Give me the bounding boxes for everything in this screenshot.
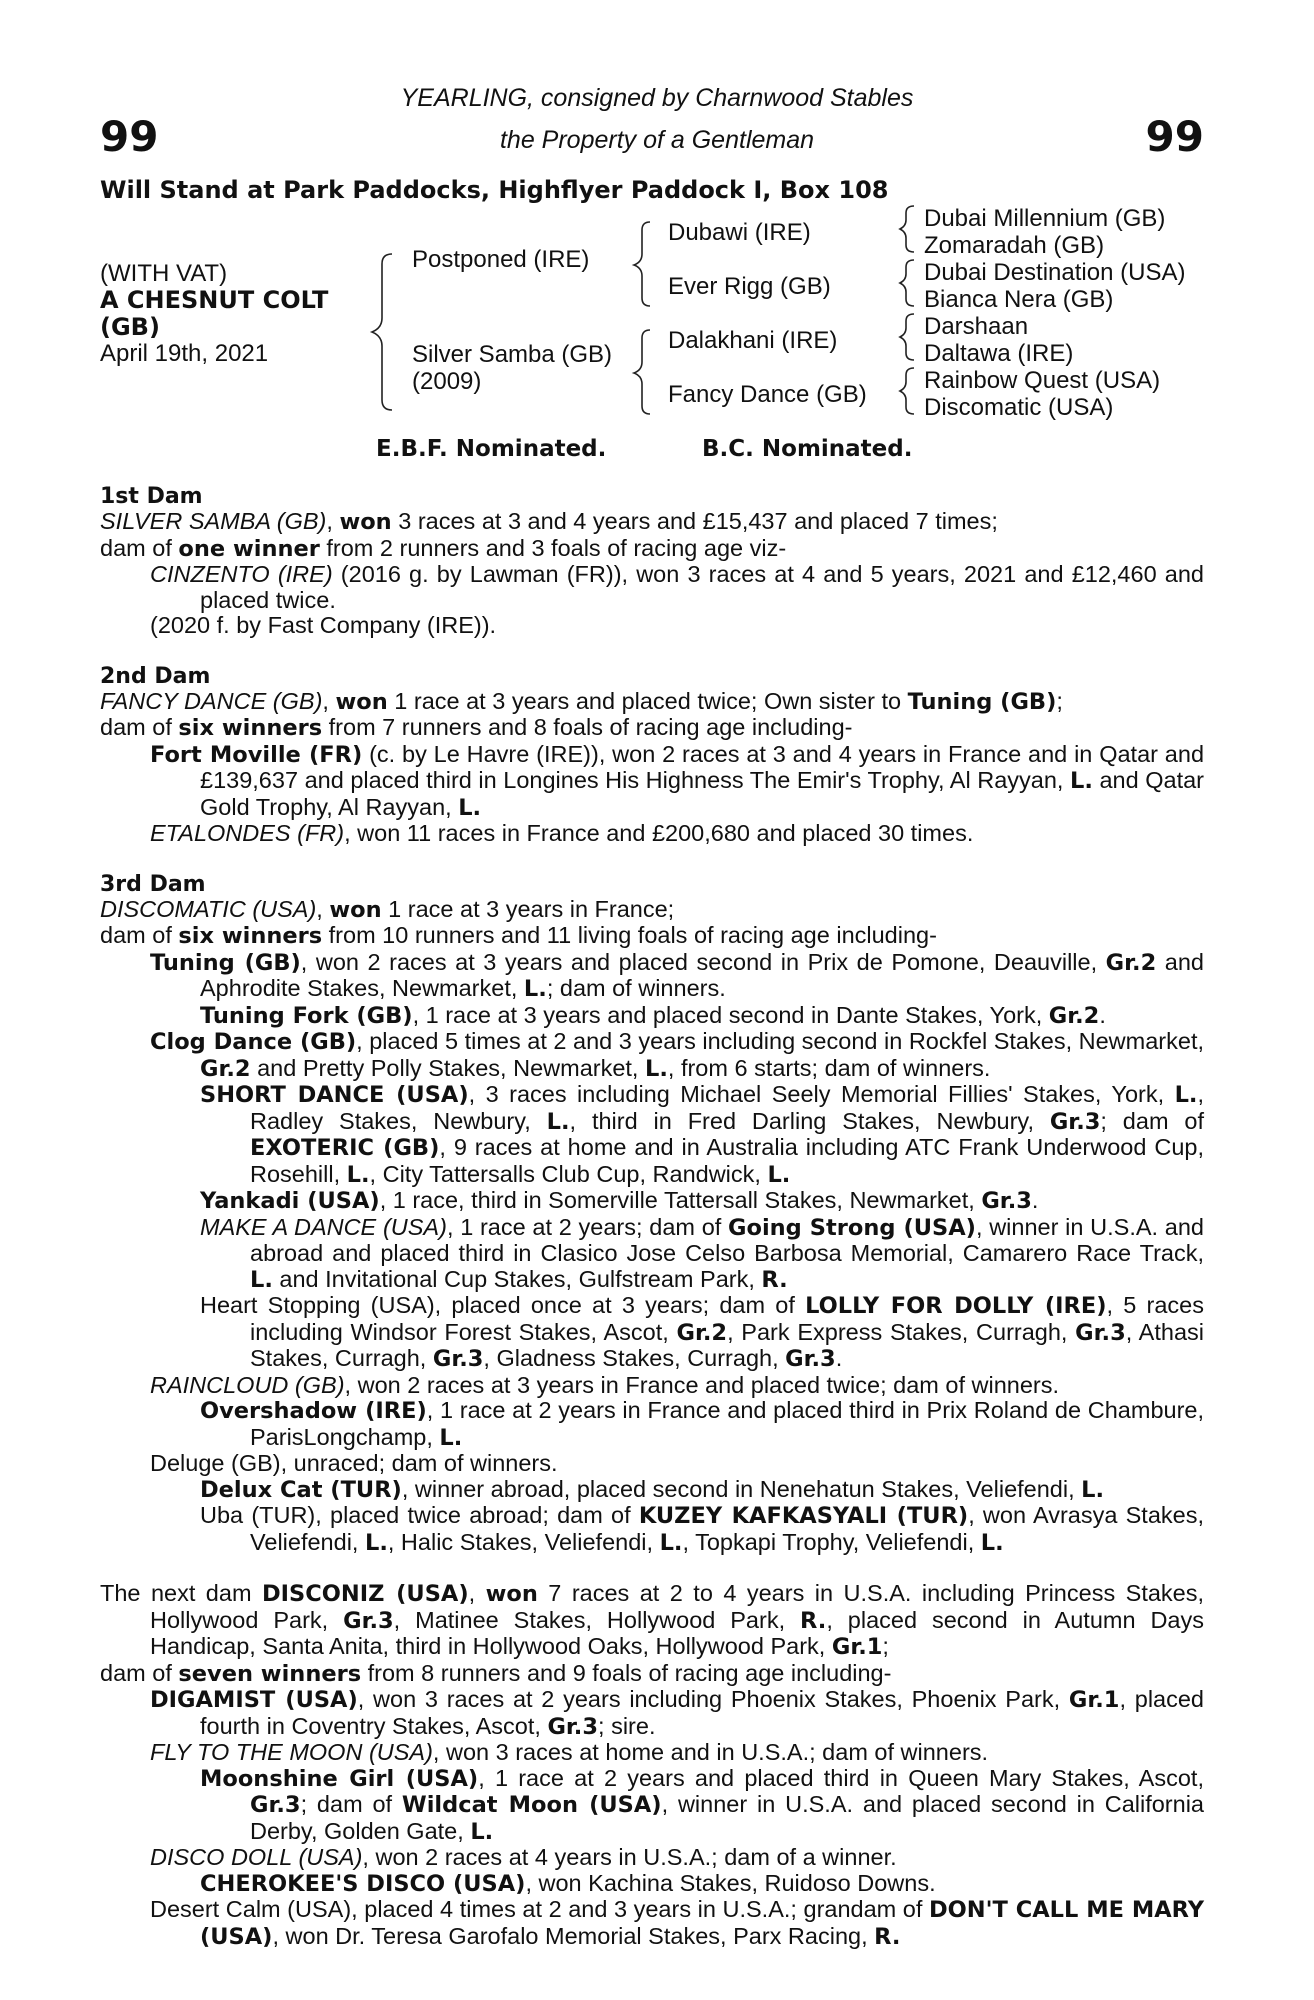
- italic-text: SILVER SAMBA (GB): [100, 508, 327, 534]
- paragraph-gap: [100, 639, 1204, 664]
- bold-text: one winner: [178, 535, 320, 562]
- bold-text: L.: [470, 1818, 494, 1845]
- pedigree-entry: [100, 1215, 1204, 1294]
- bold-text: L.: [546, 1108, 570, 1135]
- text-run: , Topkapi Trophy, Veliefendi,: [682, 1528, 981, 1555]
- text-run: , won Kachina Stakes, Ruidoso Downs.: [525, 1869, 936, 1896]
- bold-text: R.: [761, 1266, 788, 1293]
- text-run: , third in Fred Darling Stakes, Newbury,: [569, 1107, 1050, 1134]
- sire-dam: Ever Rigg (GB): [668, 273, 831, 300]
- consignment-line: YEARLING, consigned by Charnwood Stables: [400, 84, 914, 112]
- text-run: , won 2 races at 3 years and placed second in Prix de Pomone, Deauville,: [300, 948, 1106, 975]
- bold-text: DON'T CALL ME MARY (USA): [200, 1897, 1205, 1950]
- pedigree-entry: [100, 613, 1204, 639]
- text-run: Heart Stopping (USA), placed once at 3 years; dam of: [200, 1292, 806, 1318]
- bold-text: Tuning (GB): [907, 688, 1057, 715]
- pedigree-entry: [100, 1188, 1204, 1215]
- text-run: , placed 5 times at 2 and 3 years including second in Rockfel Stakes, Newmarket,: [356, 1028, 1204, 1054]
- pedigree-entry: [100, 742, 1204, 822]
- text-run: , 9 races at home and in Australia including ATC Frank Underwood Cup, Rosehill,: [250, 1134, 1204, 1187]
- dam-name: Silver Samba (GB): [412, 341, 613, 368]
- bold-text: won: [329, 896, 382, 923]
- section-heading: 1st Dam: [100, 484, 203, 509]
- bold-text: Delux Cat (TUR): [200, 1476, 402, 1503]
- text-run: , City Tattersalls Club Cup, Randwick,: [369, 1160, 768, 1187]
- text-run: from 8 runners and 9 foals of racing age including-: [361, 1659, 892, 1686]
- bold-text: L.: [767, 1161, 791, 1188]
- text-run: , 1 race at 2 years; dam of: [446, 1213, 729, 1240]
- pedigree-entry: [100, 923, 1204, 950]
- text-run: , Halic Stakes, Veliefendi,: [387, 1528, 660, 1555]
- bold-text: Tuning (GB): [150, 949, 301, 976]
- bold-text: won: [335, 688, 388, 715]
- bold-text: Gr.2: [1105, 949, 1157, 976]
- text-run: 1 race at 3 years and placed twice; Own sister to: [387, 687, 908, 714]
- text-run: , winner abroad, placed second in Nenehatun Stakes, Veliefendi,: [401, 1475, 1082, 1502]
- pedigree-entry: [100, 509, 1204, 536]
- text-run: , Park Express Stakes, Curragh,: [727, 1318, 1076, 1345]
- text-run: The next dam: [100, 1580, 262, 1606]
- text-run: , won 2 races at 3 years in France and placed twice; dam of winners.: [344, 1371, 1060, 1398]
- text-run: ; sire.: [598, 1712, 656, 1739]
- pedigree-entry: [100, 1897, 1204, 1950]
- text-run: , placed second in Autumn Days Handicap, Santa Anita, third in Hollywood Oaks, Hollywood Park,: [150, 1606, 1204, 1659]
- text-run: , won 3 races at home and in U.S.A.; dam of winners.: [432, 1739, 989, 1765]
- ped-ssd: Zomaradah (GB): [924, 232, 1105, 259]
- bold-text: Gr.2: [676, 1319, 728, 1346]
- bold-text: six winners: [178, 923, 323, 949]
- bold-text: Gr.1: [1068, 1687, 1120, 1713]
- bold-text: Gr.3: [1049, 1108, 1101, 1135]
- bold-text: R.: [800, 1607, 827, 1634]
- text-run: , 1 race at 2 years and placed third in Queen Mary Stakes, Ascot,: [478, 1764, 1204, 1791]
- italic-text: FANCY DANCE (GB): [100, 687, 323, 714]
- text-run: and Invitational Cup Stakes, Gulfstream Park,: [272, 1265, 762, 1292]
- text-run: Deluge (GB), unraced; dam of winners.: [150, 1450, 558, 1476]
- text-run: , 1 race at 2 years in France and placed third in Prix Roland de Chambure, ParisLongchamp,: [250, 1397, 1205, 1450]
- bold-text: L.: [659, 1529, 683, 1556]
- text-run: 1 race at 3 years in France;: [381, 895, 675, 922]
- bold-text: Going Strong (USA): [728, 1214, 976, 1241]
- text-run: from 10 runners and 11 living foals of racing age including-: [322, 922, 937, 948]
- italic-text: CINZENTO (IRE): [150, 561, 333, 587]
- pedigree-entry: [100, 821, 1204, 847]
- text-run: and Qatar Gold Trophy, Al Rayyan,: [200, 767, 1204, 820]
- text-run: , won Avrasya Stakes, Veliefendi,: [250, 1502, 1204, 1555]
- bold-text: CHEROKEE'S DISCO (USA): [200, 1870, 526, 1897]
- pedigree-entry: [100, 1477, 1204, 1504]
- text-run: , Athasi Stakes, Curragh,: [250, 1318, 1204, 1371]
- text-run: and Aphrodite Stakes, Newmarket,: [200, 948, 1204, 1001]
- pedigree-entry: [100, 689, 1204, 716]
- bold-text: won: [485, 1581, 538, 1607]
- bold-text: EXOTERIC (GB): [250, 1135, 440, 1161]
- text-run: ;: [882, 1633, 889, 1659]
- text-run: .: [1099, 1001, 1106, 1028]
- ped-sss: Dubai Millennium (GB): [924, 205, 1166, 232]
- ped-dss: Darshaan: [924, 313, 1029, 340]
- bold-text: DIGAMIST (USA): [150, 1687, 358, 1713]
- pedigree-entry: [100, 715, 1204, 742]
- ped-sds: Dubai Destination (USA): [924, 259, 1186, 286]
- ped-dds: Rainbow Quest (USA): [924, 367, 1161, 394]
- pedigree-entry: [100, 950, 1204, 1003]
- bold-text: L.: [439, 1424, 463, 1451]
- pedigree-entry: [100, 1740, 1204, 1766]
- dam-foaled-year: (2009): [412, 368, 482, 395]
- text-run: from 7 runners and 8 foals of racing age including-: [322, 714, 853, 740]
- section-heading: 2nd Dam: [100, 663, 211, 689]
- dam-sire: Dalakhani (IRE): [668, 327, 838, 354]
- text-run: ;: [1056, 687, 1063, 714]
- bold-text: L.: [364, 1529, 388, 1556]
- bold-text: L.: [645, 1055, 668, 1082]
- bold-text: DISCONIZ (USA): [261, 1581, 469, 1607]
- text-run: , won Dr. Teresa Garofalo Memorial Stakes, Parx Racing,: [272, 1922, 875, 1949]
- pedigree-entry: [100, 536, 1204, 563]
- bold-text: Gr.3: [250, 1792, 301, 1818]
- paragraph-gap: [100, 847, 1204, 872]
- bold-text: Gr.3: [343, 1607, 394, 1634]
- italic-text: DISCO DOLL (USA): [150, 1844, 363, 1870]
- bold-text: six winners: [178, 715, 323, 741]
- text-run: , 3 races including Michael Seely Memorial Fillies' Stakes, York,: [468, 1081, 1175, 1107]
- catalogue-body: [100, 484, 1204, 1950]
- bold-text: L.: [1081, 1476, 1105, 1503]
- bold-text: Gr.3: [981, 1188, 1032, 1214]
- horse-origin: (GB): [100, 313, 160, 341]
- text-run: ; dam of: [1100, 1107, 1204, 1134]
- lot-number-left: 99: [100, 112, 159, 161]
- text-run: (c. by Le Havre (IRE)), won 2 races at 3 and 4 years in France and in Qatar and £139,637 and placed third in Longines His Highness The Emir's Trophy, Al Rayyan,: [200, 740, 1205, 793]
- ped-ddd: Discomatic (USA): [924, 394, 1114, 421]
- stand-location: Will Stand at Park Paddocks, Highflyer Paddock I, Box 108: [100, 176, 889, 204]
- bold-text: SHORT DANCE (USA): [200, 1082, 469, 1108]
- text-run: ,: [322, 687, 336, 714]
- bold-text: L.: [458, 794, 482, 821]
- pedigree-entry: [100, 1661, 1204, 1688]
- vat-note: (WITH VAT): [100, 260, 228, 287]
- text-run: ,: [316, 895, 330, 922]
- text-run: , placed fourth in Coventry Stakes, Ascot,: [200, 1686, 1204, 1739]
- text-run: , from 6 starts; dam of winners.: [667, 1054, 991, 1081]
- text-run: and Pretty Polly Stakes, Newmarket,: [250, 1054, 645, 1081]
- text-run: Uba (TUR), placed twice abroad; dam of: [200, 1502, 639, 1528]
- text-run: .: [835, 1345, 843, 1371]
- text-run: , Radley Stakes, Newbury,: [250, 1081, 1205, 1134]
- pedigree-entry: [100, 1581, 1204, 1661]
- text-run: , winner in U.S.A. and placed second in California Derby, Golden Gate,: [250, 1791, 1204, 1844]
- bold-text: Moonshine Girl (USA): [200, 1765, 479, 1792]
- pedigree-entry: [100, 1003, 1204, 1030]
- pedigree-entry: [100, 1293, 1204, 1373]
- bold-text: Gr.3: [1075, 1319, 1126, 1346]
- text-run: , 1 race at 3 years and placed second in Dante Stakes, York,: [412, 1001, 1049, 1028]
- section-heading: 3rd Dam: [100, 871, 206, 897]
- italic-text: MAKE A DANCE (USA): [200, 1213, 447, 1240]
- text-run: , Gladness Stakes, Curragh,: [483, 1345, 786, 1371]
- text-run: from 2 runners and 3 foals of racing age viz-: [319, 534, 787, 561]
- pedigree-entry: [100, 1451, 1204, 1477]
- text-run: (2016 g. by Lawman (FR)), won 3 races at 4 and 5 years, 2021 and £12,460 and placed twice.: [200, 561, 1204, 613]
- bold-text: Wildcat Moon (USA): [401, 1792, 662, 1818]
- bold-text: won: [339, 509, 392, 535]
- italic-text: RAINCLOUD (GB): [150, 1371, 345, 1398]
- bold-text: Gr.1: [831, 1634, 883, 1660]
- text-run: dam of: [100, 534, 179, 561]
- pedigree-entry: [100, 1029, 1204, 1082]
- bold-text: L.: [250, 1266, 273, 1293]
- bold-text: L.: [980, 1529, 1004, 1556]
- text-run: ,: [326, 508, 340, 534]
- pedigree-entry: [100, 562, 1204, 613]
- birth-date: April 19th, 2021: [100, 340, 269, 367]
- text-run: , 5 races including Windsor Forest Stakes, Ascot,: [250, 1292, 1204, 1345]
- property-line: the Property of a Gentleman: [499, 126, 815, 154]
- bold-text: Yankadi (USA): [200, 1188, 380, 1214]
- bold-text: seven winners: [178, 1660, 362, 1687]
- pedigree-entry: [100, 1687, 1204, 1740]
- text-run: Desert Calm (USA), placed 4 times at 2 and 3 years in U.S.A.; grandam of: [150, 1896, 929, 1922]
- bold-text: Fort Moville (FR): [150, 741, 363, 768]
- text-run: , won 2 races at 4 years in U.S.A.; dam of a winner.: [362, 1844, 897, 1870]
- text-run: , won 11 races in France and £200,680 and placed 30 times.: [344, 820, 974, 846]
- text-run: dam of: [100, 922, 179, 948]
- lot-number-right: 99: [1145, 112, 1204, 161]
- sire-sire: Dubawi (IRE): [668, 219, 811, 246]
- bold-text: Clog Dance (GB): [150, 1029, 357, 1055]
- text-run: dam of: [100, 1659, 179, 1686]
- text-run: ; dam of winners.: [546, 975, 726, 1001]
- dam-dam: Fancy Dance (GB): [668, 381, 867, 408]
- text-run: , won 3 races at 2 years including Phoenix Stakes, Phoenix Park,: [357, 1686, 1069, 1712]
- italic-text: DISCOMATIC (USA): [100, 895, 317, 922]
- bold-text: Overshadow (IRE): [200, 1398, 427, 1424]
- pedigree-entry: [100, 1398, 1204, 1451]
- bold-text: LOLLY FOR DOLLY (IRE): [805, 1293, 1107, 1319]
- sire-name: Postponed (IRE): [412, 246, 590, 273]
- bold-text: L.: [1070, 768, 1093, 794]
- bold-text: Gr.3: [547, 1713, 599, 1740]
- pedigree-entry: [100, 1373, 1204, 1399]
- bold-text: L.: [1174, 1082, 1198, 1108]
- bold-text: Gr.3: [432, 1346, 484, 1372]
- ebf-nomination: E.B.F. Nominated.: [376, 436, 607, 462]
- pedigree-entry: [100, 1082, 1204, 1188]
- bc-nomination: B.C. Nominated.: [702, 436, 913, 462]
- horse-name: A CHESNUT COLT: [100, 286, 329, 314]
- bold-text: L.: [346, 1161, 370, 1188]
- bold-text: R.: [874, 1923, 901, 1950]
- pedigree-entry: [100, 1845, 1204, 1871]
- text-run: , winner in U.S.A. and abroad and placed third in Clasico Jose Celso Barbosa Memorial, Camarero Race Track,: [250, 1213, 1204, 1266]
- bold-text: L.: [523, 976, 547, 1002]
- pedigree-entry: [100, 1871, 1204, 1898]
- text-run: dam of: [100, 714, 179, 740]
- ped-dsd: Daltawa (IRE): [924, 340, 1074, 367]
- bold-text: Gr.2: [1048, 1002, 1100, 1029]
- pedigree-entry: [100, 1503, 1204, 1556]
- italic-text: FLY TO THE MOON (USA): [150, 1739, 433, 1765]
- bold-text: Gr.3: [785, 1346, 836, 1372]
- pedigree-entry: [100, 1766, 1204, 1846]
- text-run: 3 races at 3 and 4 years and £15,437 and placed 7 times;: [391, 508, 998, 534]
- paragraph-gap: [100, 1556, 1204, 1581]
- text-run: , 1 race, third in Somerville Tattersall Stakes, Newmarket,: [379, 1187, 982, 1213]
- bold-text: KUZEY KAFKASYALI (TUR): [638, 1503, 969, 1529]
- ped-sdd: Bianca Nera (GB): [924, 286, 1114, 313]
- text-run: ,: [468, 1580, 486, 1606]
- text-run: 7 races at 2 to 4 years in U.S.A. including Princess Stakes, Hollywood Park,: [150, 1580, 1205, 1633]
- text-run: (2020 f. by Fast Company (IRE)).: [150, 612, 497, 638]
- text-run: .: [1031, 1187, 1039, 1213]
- text-run: ; dam of: [300, 1791, 402, 1817]
- pedigree-entry: [100, 897, 1204, 924]
- text-run: , Matinee Stakes, Hollywood Park,: [393, 1606, 801, 1633]
- bold-text: Tuning Fork (GB): [200, 1002, 413, 1029]
- bold-text: Gr.2: [200, 1055, 251, 1082]
- italic-text: ETALONDES (FR): [150, 820, 345, 846]
